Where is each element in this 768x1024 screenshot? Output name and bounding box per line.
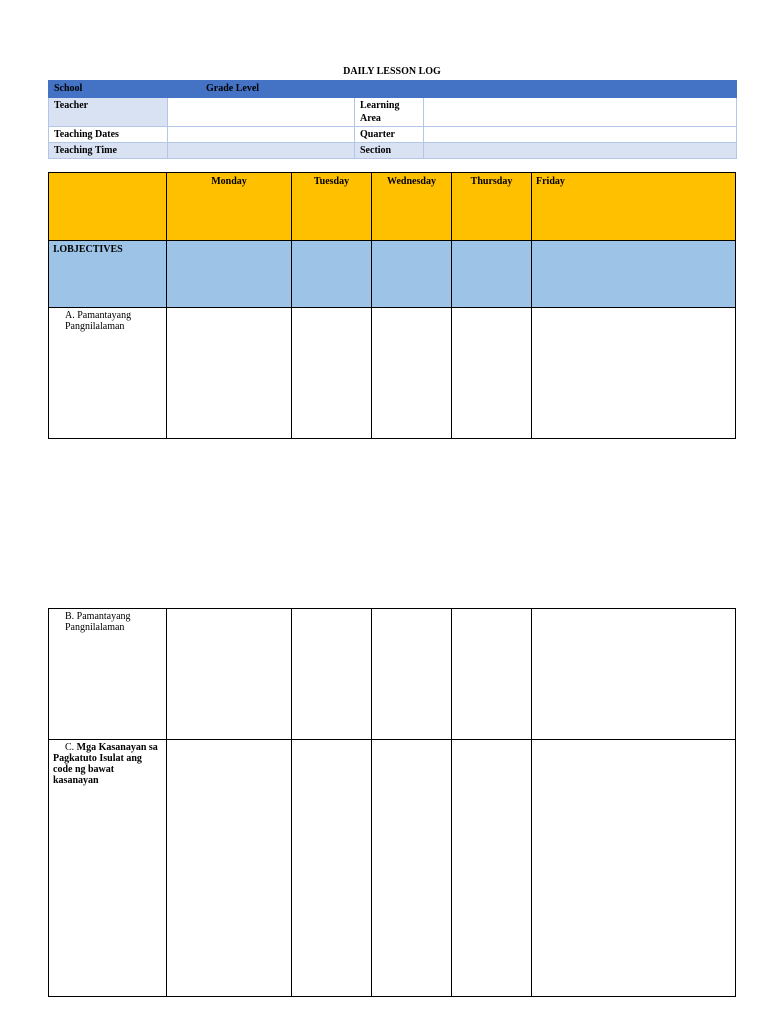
objectives-heading: I.OBJECTIVES — [49, 241, 167, 308]
item-b-friday[interactable] — [532, 609, 736, 740]
header-row-dates — [49, 127, 737, 143]
objectives-tuesday[interactable] — [292, 241, 372, 308]
day-header-wednesday: Wednesday — [372, 173, 452, 241]
section-label: Section — [355, 143, 424, 159]
school-label: School — [49, 81, 168, 98]
header-info-table — [48, 80, 737, 159]
item-a-monday[interactable] — [167, 308, 292, 439]
objectives-row — [49, 241, 736, 308]
lesson-grid-top — [48, 172, 736, 439]
item-a-row — [49, 308, 736, 439]
lesson-grid-bottom — [48, 608, 736, 997]
header-row-teacher — [49, 98, 737, 127]
item-c-wednesday[interactable] — [372, 740, 452, 997]
day-header-friday: Friday — [532, 173, 736, 241]
grade-level-label: Grade Level — [168, 81, 737, 98]
objectives-monday[interactable] — [167, 241, 292, 308]
item-a-label: A. Pamantayang Pangnilalaman — [49, 308, 167, 439]
item-c-prefix: C. — [65, 742, 77, 753]
item-b-monday[interactable] — [167, 609, 292, 740]
objectives-friday[interactable] — [532, 241, 736, 308]
teaching-time-value[interactable] — [168, 143, 355, 159]
day-header-monday: Monday — [167, 173, 292, 241]
day-header-tuesday: Tuesday — [292, 173, 372, 241]
learning-area-value[interactable] — [424, 98, 737, 127]
header-row-school — [49, 81, 737, 98]
item-b-row — [49, 609, 736, 740]
item-a-thursday[interactable] — [452, 308, 532, 439]
item-b-label: B. Pamantayang Pangnilalaman — [49, 609, 167, 740]
teacher-value[interactable] — [168, 98, 355, 127]
item-b-thursday[interactable] — [452, 609, 532, 740]
learning-area-label: Learning Area — [355, 98, 424, 127]
item-c-text: Mga Kasanayan sa Pagkatuto Isulat ang code ng bawat kasanayan — [53, 742, 158, 786]
objectives-thursday[interactable] — [452, 241, 532, 308]
quarter-label: Quarter — [355, 127, 424, 143]
quarter-value[interactable] — [424, 127, 737, 143]
item-c-label — [49, 740, 167, 997]
item-a-friday[interactable] — [532, 308, 736, 439]
header-row-time — [49, 143, 737, 159]
item-b-wednesday[interactable] — [372, 609, 452, 740]
corner-cell — [49, 173, 167, 241]
item-a-tuesday[interactable] — [292, 308, 372, 439]
teaching-dates-label: Teaching Dates — [49, 127, 168, 143]
objectives-wednesday[interactable] — [372, 241, 452, 308]
item-b-tuesday[interactable] — [292, 609, 372, 740]
item-c-row — [49, 740, 736, 997]
days-header-row — [49, 173, 736, 241]
item-c-monday[interactable] — [167, 740, 292, 997]
teacher-label: Teacher — [49, 98, 168, 127]
section-value[interactable] — [424, 143, 737, 159]
item-c-thursday[interactable] — [452, 740, 532, 997]
item-c-tuesday[interactable] — [292, 740, 372, 997]
teaching-dates-value[interactable] — [168, 127, 355, 143]
day-header-thursday: Thursday — [452, 173, 532, 241]
item-c-friday[interactable] — [532, 740, 736, 997]
teaching-time-label: Teaching Time — [49, 143, 168, 159]
item-a-wednesday[interactable] — [372, 308, 452, 439]
document-title: DAILY LESSON LOG — [343, 66, 441, 77]
